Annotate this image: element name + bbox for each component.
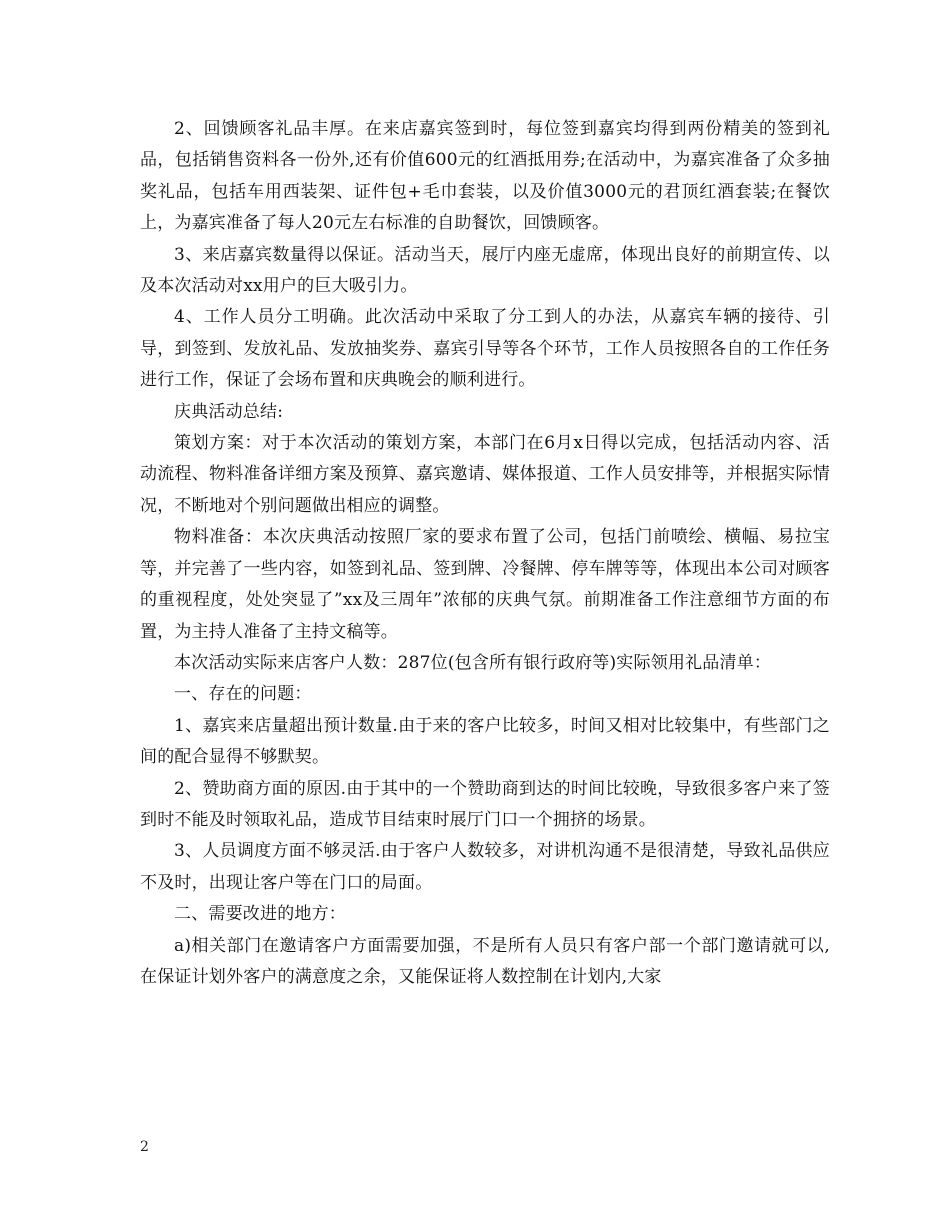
paragraph-improvement-a: a)相关部门在邀请客户方面需要加强，不是所有人员只有客户部一个部门邀请就可以,在保证计划外客户的满意度之余，又能保证将人数控制在计划内,大家 <box>140 935 830 987</box>
section-heading-celebration-summary: 庆典活动总结: <box>174 401 284 422</box>
paragraph-planning: 策划方案：对于本次活动的策划方案，本部门在6月x日得以完成，包括活动内容、活动流程、物料准备详细方案及预算、嘉宾邀请、媒体报道、工作人员安排等，并根据实际情况，不断地对个别问题做出相应的调整。 <box>140 433 830 516</box>
document-body <box>140 114 830 993</box>
paragraph-problem-3: 3、人员调度方面不够灵活.由于客户人数较多，对讲机沟通不是很清楚，导致礼品供应不及时，出现让客户等在门口的局面。 <box>140 841 830 893</box>
paragraph-problem-1: 1、嘉宾来店量超出预计数量.由于来的客户比较多，时间又相对比较集中，有些部门之间的配合显得不够默契。 <box>140 715 830 768</box>
section-heading-problems: 一、存在的问题： <box>174 684 312 705</box>
paragraph-materials: 物料准备：本次庆典活动按照厂家的要求布置了公司，包括门前喷绘、横幅、易拉宝等，并完善了一些内容，如签到礼品、签到牌、冷餐牌、停车牌等等，体现出本公司对顾客的重视程度，处处突显了”xx及三周年”浓郁的庆典气氛。前期准备工作注意细节方面的布置，为主持人准备了主持文稿等。 <box>140 527 830 642</box>
page-number: 2 <box>140 1139 149 1155</box>
paragraph-staff-division: 4、工作人员分工明确。此次活动中采取了分工到人的办法，从嘉宾车辆的接待、引导，到签到、发放礼品、发放抽奖券、嘉宾引导等各个环节，工作人员按照各自的工作任务进行工作，保证了会场布置和庆典晚会的顺利进行。 <box>140 307 830 391</box>
paragraph-guest-count: 3、来店嘉宾数量得以保证。活动当天，展厅内座无虚席，体现出良好的前期宣传、以及本次活动对xx用户的巨大吸引力。 <box>140 244 830 297</box>
paragraph-attendance: 本次活动实际来店客户人数：287位(包含所有银行政府等)实际领用礼品清单： <box>174 652 772 673</box>
paragraph-problem-2: 2、赞助商方面的原因.由于其中的一个赞助商到达的时间比较晚，导致很多客户来了签到时不能及时领取礼品，造成节目结束时展厅门口一个拥挤的场景。 <box>140 778 830 830</box>
paragraph-gift-rewards: 2、回馈顾客礼品丰厚。在来店嘉宾签到时，每位签到嘉宾均得到两份精美的签到礼品，包括销售资料各一份外,还有价值600元的红酒抵用券;在活动中，为嘉宾准备了众多抽奖礼品，包括车用西装架、证件包+毛巾套装，以及价值3000元的君顶红酒套装;在餐饮上，为嘉宾准备了每人20元左右标准的自助餐饮，回馈顾客。 <box>140 119 830 234</box>
section-heading-improvements: 二、需要改进的地方： <box>174 904 346 925</box>
